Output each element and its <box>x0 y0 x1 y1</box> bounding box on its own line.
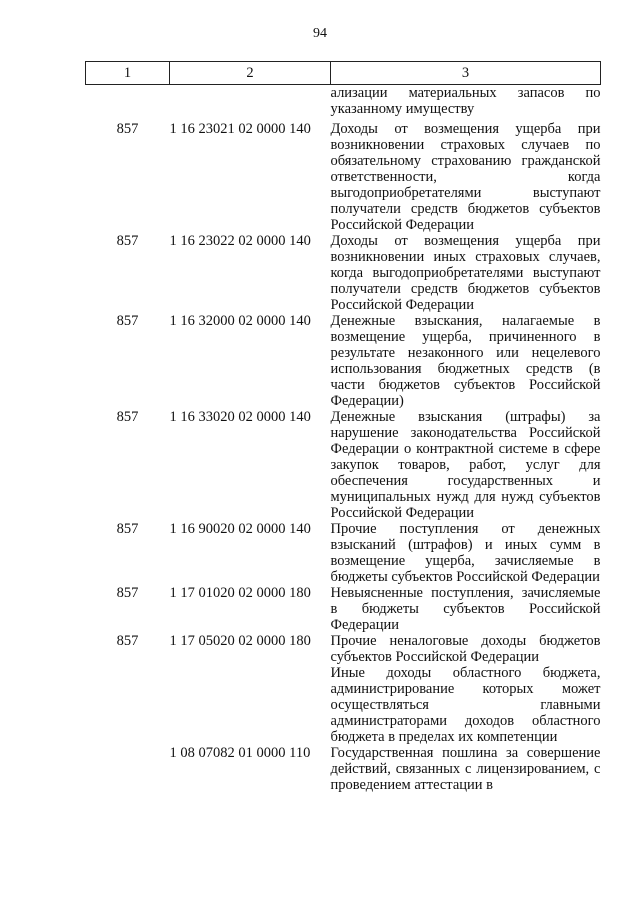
description-cell: Денежные взыскания (штрафы) за нарушение законодательства Российской Федерации о контрактной системе в сфере закупок товаров, работ, услуг для обеспечения государственных и муниципальных нужд для нужд субъектов Российской Федерации <box>330 409 601 521</box>
column-header-description: 3 <box>331 62 601 85</box>
table-row <box>86 233 601 313</box>
description-cell: Государственная пошлина за совершение действий, связанных с лицензированием, с проведением аттестации в <box>330 745 601 793</box>
column-header-admin: 1 <box>86 62 170 85</box>
admin-code-cell: 857 <box>116 409 139 425</box>
table-row <box>86 585 601 633</box>
revenue-code-cell: 1 16 23021 02 0000 140 <box>169 121 311 137</box>
table-row <box>86 85 601 122</box>
table-row <box>86 121 601 233</box>
admin-code-cell: 857 <box>116 585 139 601</box>
table-row <box>86 745 601 793</box>
description-cell: Невыясненные поступления, зачисляемые в бюджеты субъектов Российской Федерации <box>330 585 601 633</box>
description-cell: Доходы от возмещения ущерба при возникновении страховых случаев по обязательному страхованию гражданской ответственности, когда выгодоприобретателями выступают получатели средств бюджетов субъектов Российской Федерации <box>330 121 601 233</box>
revenue-code-cell: 1 16 90020 02 0000 140 <box>169 521 311 537</box>
column-header-code: 2 <box>170 62 331 85</box>
admin-code-cell: 857 <box>116 233 139 249</box>
revenue-codes-table <box>85 61 601 793</box>
admin-code-cell: 857 <box>116 633 139 649</box>
revenue-code-cell: 1 16 33020 02 0000 140 <box>169 409 311 425</box>
description-cell: Прочие неналоговые доходы бюджетов субъектов Российской Федерации <box>330 633 601 665</box>
revenue-code-cell: 1 17 05020 02 0000 180 <box>169 633 311 649</box>
description-cell: Иные доходы областного бюджета, администрирование которых может осуществляться главными администраторами доходов областного бюджета в пределах их компетенции <box>330 665 601 745</box>
table-row <box>86 313 601 409</box>
table-row <box>86 409 601 521</box>
page-number: 94 <box>313 26 327 41</box>
description-cell: Доходы от возмещения ущерба при возникновении иных страховых случаев, когда выгодоприобретателями выступают получатели средств бюджетов субъектов Российской Федерации <box>330 233 601 313</box>
table-row <box>86 633 601 665</box>
table-row <box>86 665 601 745</box>
revenue-code-cell: 1 08 07082 01 0000 110 <box>169 745 311 761</box>
revenue-code-cell: 1 16 32000 02 0000 140 <box>169 313 311 329</box>
revenue-code-cell: 1 16 23022 02 0000 140 <box>169 233 311 249</box>
admin-code-cell: 857 <box>116 521 139 537</box>
admin-code-cell: 857 <box>116 313 139 329</box>
admin-code-cell <box>86 745 170 793</box>
description-cell: Прочие поступления от денежных взысканий (штрафов) и иных сумм в возмещение ущерба, зачисляемые в бюджеты субъектов Российской Федерации <box>330 521 601 585</box>
admin-code-cell <box>86 665 170 745</box>
description-cell: Денежные взыскания, налагаемые в возмещение ущерба, причиненного в результате незаконного или нецелевого использования бюджетных средств (в части бюджетов субъектов Российской Федерации) <box>330 313 601 409</box>
admin-code-cell: 857 <box>116 121 139 137</box>
revenue-code-cell <box>170 85 331 122</box>
admin-code-cell <box>86 85 170 122</box>
table-header-row <box>86 62 601 85</box>
description-cell: ализации материальных запасов по указанному имуществу <box>330 85 601 117</box>
table-row <box>86 521 601 585</box>
revenue-code-cell <box>170 665 331 745</box>
revenue-code-cell: 1 17 01020 02 0000 180 <box>169 585 311 601</box>
